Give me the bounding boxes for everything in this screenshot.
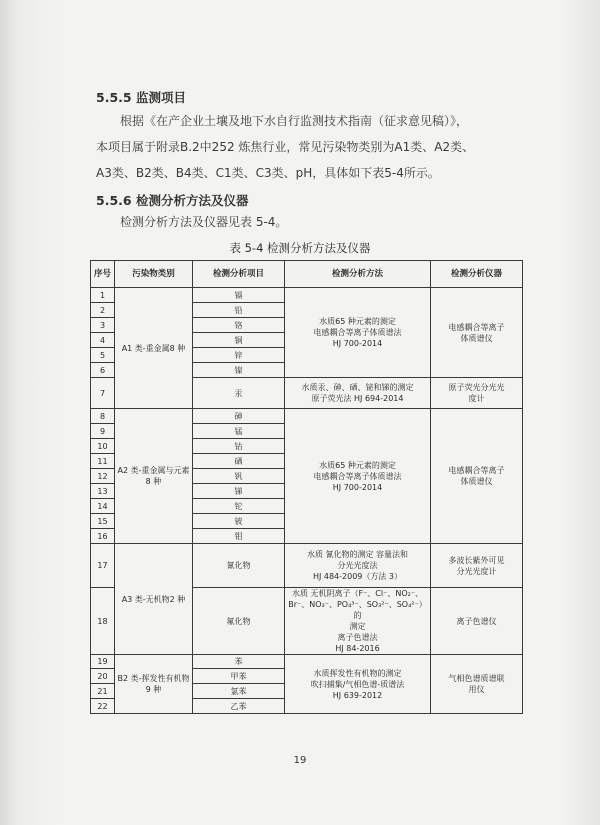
item-cell: 锰 [193,424,285,439]
item-cell: 铊 [193,499,285,514]
item-cell: 氯苯 [193,684,285,699]
instrument-line: 原子荧光分光光 [448,383,505,392]
row-number: 14 [91,499,115,514]
item-cell: 钼 [193,529,285,544]
section-heading-555: 5.5.5 监测项目 [96,90,186,105]
instrument-line: 多波长紫外可见 [448,555,505,565]
table-row [91,655,523,669]
instrument-cell-5: 离子色谱仪 [431,588,523,655]
method-line: 水质 氰化物的测定 容量法和 [306,550,409,559]
group-a2-label: A2 类-重金属与元素 8 种 [117,466,190,486]
item-cell: 镍 [193,363,285,378]
header-item: 检测分析项目 [193,261,285,288]
method-line: 水质 无机阴离子（F⁻、Cl⁻、NO₂⁻、 [291,589,424,598]
instrument-line: 体质谱仪 [460,477,493,486]
row-number: 18 [91,588,115,655]
instrument-line: 气相色谱质谱联 [448,674,505,683]
row-number: 12 [91,469,115,484]
method-cell-3 [285,409,431,544]
method-line: 水质65 种元素的测定 [319,460,396,470]
instrument-line: 用仪 [468,685,485,694]
row-number: 11 [91,454,115,469]
item-cell: 锌 [193,348,285,363]
row-number: 6 [91,363,115,378]
row-number: 21 [91,684,115,699]
method-line: HJ 639-2012 [332,690,383,700]
row-number: 17 [91,544,115,588]
table-row [91,409,523,424]
row-number: 5 [91,348,115,363]
method-line: HJ 700-2014 [332,482,383,492]
item-cell: 汞 [193,378,285,409]
group-a3 [115,544,193,655]
group-b2-label: B2 类-挥发性有机物9 种 [117,674,190,694]
item-cell: 铍 [193,514,285,529]
method-line: Br⁻、NO₃⁻、PO₄³⁻、SO₃²⁻、SO₄²⁻）的 [288,600,427,620]
header-no: 序号 [91,261,115,288]
table-row [91,288,523,303]
instrument-cell-3 [431,409,523,544]
method-line: 电感耦合等离子体质谱法 [313,328,402,337]
method-line: 原子荧光法 HJ 694-2014 [311,394,404,403]
method-line: 水质65 种元素的测定 [319,317,396,326]
header-method: 检测分析方法 [285,261,431,288]
item-cell: 氟化物 [193,588,285,655]
group-a1-label: A1 类-重金属8 种 [121,343,186,353]
page-number: 19 [293,755,307,766]
item-cell: 钴 [193,439,285,454]
item-cell: 甲苯 [193,669,285,684]
instrument-line: 体质谱仪 [460,333,493,343]
row-number: 4 [91,333,115,348]
item-cell: 砷 [193,409,285,424]
row-number: 8 [91,409,115,424]
paragraph-table-ref: 检测分析方法及仪器见表 5-4。 [120,215,288,229]
row-number: 10 [91,439,115,454]
row-number: 9 [91,424,115,439]
table-caption: 表 5-4 检测分析方法及仪器 [229,241,371,255]
paragraph-line-1: 根据《在产企业土壤及地下水自行监测技术指南（征求意见稿）》， [120,114,469,128]
section-heading-556: 5.5.6 检测分析方法及仪器 [96,193,249,208]
instrument-cell-2 [431,378,523,409]
instrument-line: 度计 [468,394,485,403]
group-a1 [115,288,193,409]
item-cell: 镉 [193,288,285,303]
method-line: 分光光度法 [337,561,378,570]
table-row [91,544,523,588]
item-cell: 氰化物 [193,544,285,588]
method-line: 吹扫捕集/气相色谱-质谱法 [310,679,405,689]
header-category: 污染物类别 [115,261,193,288]
instrument-cell-1 [431,288,523,378]
method-line: HJ 700-2014 [332,339,383,348]
method-cell-1 [285,288,431,378]
item-cell: 苯 [193,655,285,669]
method-cell-6 [285,655,431,714]
instrument-cell-4 [431,544,523,588]
method-line: 电感耦合等离子体质谱法 [313,471,402,481]
row-number: 16 [91,529,115,544]
methods-table [90,260,523,714]
method-cell-4 [285,544,431,588]
group-a2 [115,409,193,544]
method-cell-2 [285,378,431,409]
table-header-row [91,261,523,288]
method-line: 水质汞、砷、硒、铋和锑的测定 [301,383,414,392]
instrument-line: 电感耦合等离子 [448,466,505,475]
item-cell: 钒 [193,469,285,484]
group-a3-label: A3 类-无机物2 种 [121,594,186,604]
instrument-line: 分光光度计 [456,566,497,576]
method-line: HJ 484-2009（方法 3） [312,572,403,581]
paragraph-line-3: A3类、B2类、B4类、C1类、C3类、pH，具体如下表5-4所示。 [96,166,440,180]
method-line: 水质挥发性有机物的测定 [313,668,402,678]
row-number: 3 [91,318,115,333]
item-cell: 锑 [193,484,285,499]
item-cell: 硒 [193,454,285,469]
instrument-cell-6 [431,655,523,714]
row-number: 15 [91,514,115,529]
row-number: 20 [91,669,115,684]
row-number: 13 [91,484,115,499]
item-cell: 铬 [193,318,285,333]
item-cell: 乙苯 [193,699,285,714]
row-number: 19 [91,655,115,669]
row-number: 2 [91,303,115,318]
method-line: HJ 84-2016 [335,644,380,653]
header-instrument: 检测分析仪器 [431,261,523,288]
row-number: 1 [91,288,115,303]
method-line: 离子色谱法 [337,633,378,642]
row-number: 7 [91,378,115,409]
paragraph-line-2: 本项目属于附录B.2中252 炼焦行业，常见污染物类别为A1类、A2类、 [96,140,475,154]
item-cell: 铜 [193,333,285,348]
method-cell-5 [285,588,431,655]
row-number: 22 [91,699,115,714]
item-cell: 铅 [193,303,285,318]
instrument-line: 电感耦合等离子 [448,322,505,332]
group-b2 [115,655,193,714]
method-line: 测定 [349,622,366,631]
